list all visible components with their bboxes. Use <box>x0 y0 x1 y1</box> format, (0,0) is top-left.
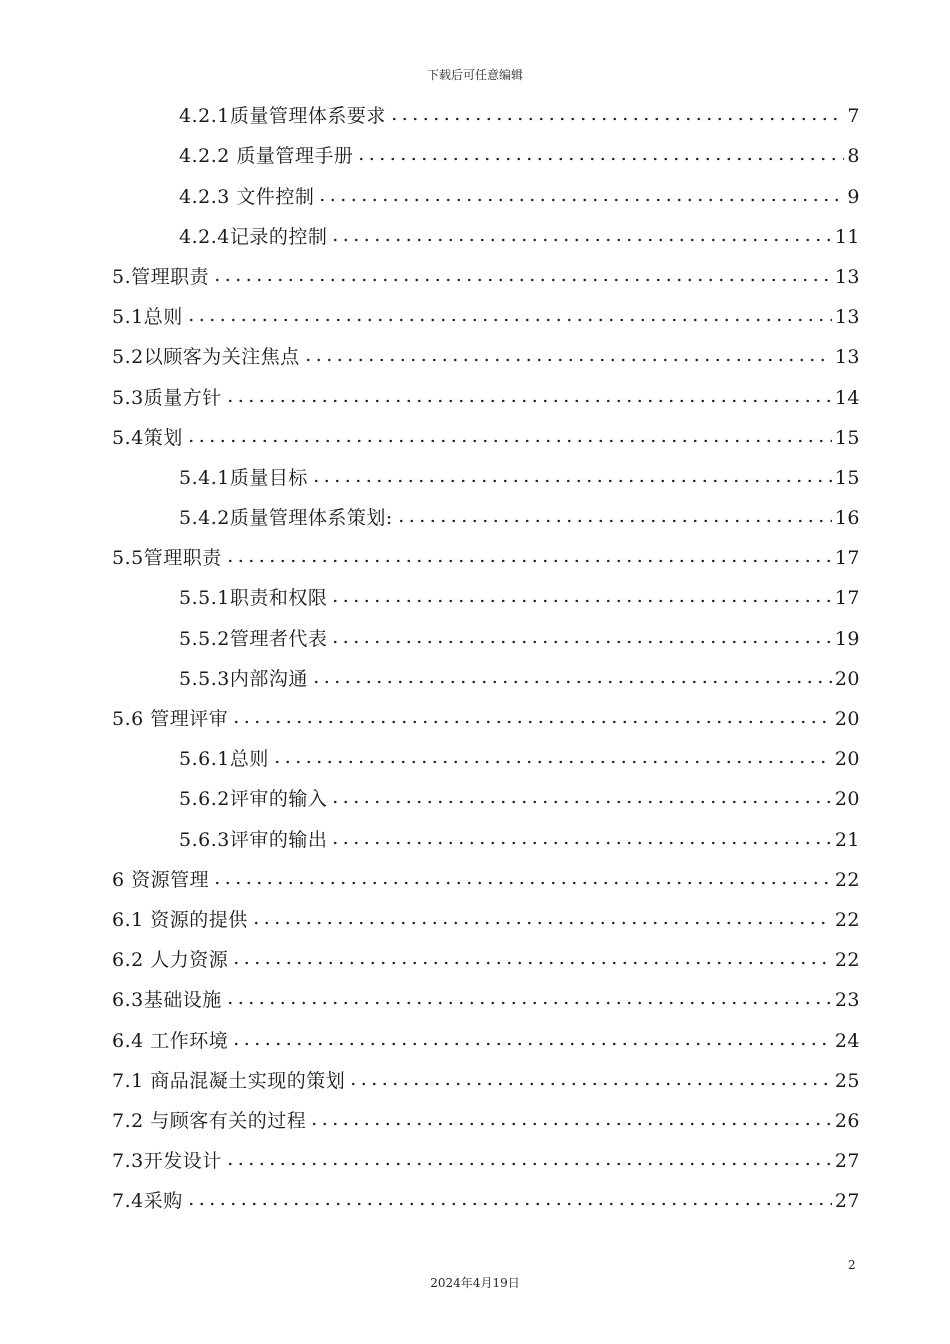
toc-entry[interactable] <box>112 775 860 815</box>
toc-dot-leader <box>330 597 831 605</box>
toc-dot-leader <box>225 557 832 565</box>
toc-entry-page: 22 <box>834 949 860 972</box>
toc-dot-leader <box>186 437 832 445</box>
toc-entry[interactable] <box>112 1057 860 1097</box>
toc-entry-title: 5.6.1总则 <box>179 748 269 771</box>
toc-entry-page: 17 <box>834 547 860 570</box>
toc-entry[interactable] <box>112 1016 860 1056</box>
toc-dot-leader <box>231 959 832 967</box>
toc-entry-page: 25 <box>834 1069 860 1092</box>
toc-entry[interactable] <box>112 132 860 172</box>
toc-entry[interactable] <box>112 92 860 132</box>
toc-dot-leader <box>231 718 832 726</box>
toc-dot-leader <box>212 276 832 284</box>
toc-entry-page: 20 <box>834 748 860 771</box>
toc-entry[interactable] <box>112 856 860 896</box>
toc-entry-page: 24 <box>834 1029 860 1052</box>
toc-dot-leader <box>396 517 832 525</box>
toc-entry-title: 4.2.2 质量管理手册 <box>179 145 354 168</box>
toc-entry-page: 20 <box>834 708 860 730</box>
page-footer-date: 2024年4月19日 <box>430 1276 520 1290</box>
toc-entry-title: 7.2 与顾客有关的过程 <box>112 1109 307 1132</box>
toc-entry-page: 26 <box>834 1109 860 1132</box>
toc-entry-title: 7.3开发设计 <box>112 1150 222 1173</box>
toc-dot-leader <box>186 316 832 324</box>
toc-entry[interactable] <box>112 414 860 454</box>
toc-entry[interactable] <box>112 1177 860 1217</box>
toc-entry[interactable] <box>112 896 860 936</box>
toc-entry[interactable] <box>112 735 860 775</box>
toc-entry-page: 15 <box>834 466 860 489</box>
toc-entry-title: 7.1 商品混凝土实现的策划 <box>112 1069 346 1092</box>
page-header: 下载后可任意编辑 <box>426 68 523 82</box>
toc-entry-page: 21 <box>834 828 860 851</box>
toc-entry[interactable] <box>112 333 860 373</box>
toc-entry-title: 5.4.2质量管理体系策划: <box>179 507 393 530</box>
toc-entry[interactable] <box>112 213 860 253</box>
toc-entry-title: 5.1总则 <box>112 306 183 329</box>
toc-entry-title: 4.2.4记录的控制 <box>179 225 328 248</box>
toc-entry[interactable] <box>112 614 860 654</box>
toc-entry-title: 6.1 资源的提供 <box>112 908 248 931</box>
toc-entry-page: 22 <box>834 868 860 891</box>
toc-entry-page: 23 <box>834 989 860 1012</box>
toc-entry-page: 22 <box>834 908 860 931</box>
toc-dot-leader <box>356 155 844 163</box>
toc-dot-leader <box>330 798 831 806</box>
toc-entry[interactable] <box>112 373 860 413</box>
toc-entry-title: 5.4.1质量目标 <box>179 466 308 489</box>
toc-dot-leader <box>389 115 845 123</box>
toc-entry-page: 27 <box>834 1150 860 1173</box>
toc-entry-title: 6.4 工作环境 <box>112 1029 229 1052</box>
toc-entry-page: 13 <box>834 346 860 369</box>
toc-entry-title: 7.4采购 <box>112 1190 183 1213</box>
toc-dot-leader <box>225 1160 832 1168</box>
toc-entry[interactable] <box>112 936 860 976</box>
toc-dot-leader <box>330 236 831 244</box>
toc-entry-title: 4.2.3 文件控制 <box>179 185 315 208</box>
toc-entry-page: 13 <box>834 265 860 288</box>
toc-entry-page: 11 <box>834 225 860 248</box>
toc-entry-title: 5.6.2评审的输入 <box>179 788 328 811</box>
toc-dot-leader <box>330 638 831 646</box>
toc-dot-leader <box>212 879 832 887</box>
toc-entry-title: 5.5.1职责和权限 <box>179 587 328 610</box>
toc-entry-title: 5.管理职责 <box>112 265 210 288</box>
toc-entry[interactable] <box>112 695 860 735</box>
toc-dot-leader <box>225 397 832 405</box>
toc-entry-title: 4.2.1质量管理体系要求 <box>179 105 386 128</box>
toc-entry-title: 6 资源管理 <box>112 868 210 891</box>
toc-entry-title: 5.5.3内部沟通 <box>179 667 308 690</box>
toc-entry-title: 5.6 管理评审 <box>112 708 229 730</box>
toc-entry-page: 20 <box>834 788 860 811</box>
toc-entry[interactable] <box>112 172 860 212</box>
toc-entry-page: 17 <box>834 587 860 610</box>
toc-entry[interactable] <box>112 1097 860 1137</box>
toc-dot-leader <box>186 1200 832 1208</box>
toc-entry-title: 6.3基础设施 <box>112 989 222 1012</box>
toc-entry[interactable] <box>112 1137 860 1177</box>
toc-entry-page: 20 <box>834 667 860 690</box>
toc-entry[interactable] <box>112 494 860 534</box>
toc-entry[interactable] <box>112 293 860 333</box>
toc-entry[interactable] <box>112 454 860 494</box>
toc-entry-page: 8 <box>847 145 860 168</box>
toc-entry[interactable] <box>112 574 860 614</box>
toc-entry[interactable] <box>112 655 860 695</box>
toc-entry-page: 15 <box>834 426 860 449</box>
toc-entry-title: 5.3质量方针 <box>112 386 222 409</box>
toc-dot-leader <box>317 196 844 204</box>
toc-entry-title: 5.2以顾客为关注焦点 <box>112 346 300 369</box>
toc-entry[interactable] <box>112 815 860 855</box>
toc-entry-page: 14 <box>834 386 860 409</box>
toc-dot-leader <box>303 356 832 364</box>
toc-dot-leader <box>330 839 831 847</box>
toc-entry-page: 7 <box>847 105 860 128</box>
toc-entry-page: 9 <box>847 185 860 208</box>
toc-entry-page: 27 <box>834 1190 860 1213</box>
toc-entry[interactable] <box>112 253 860 293</box>
toc-entry-title: 5.4策划 <box>112 426 183 449</box>
toc-dot-leader <box>272 758 832 766</box>
toc-dot-leader <box>311 678 832 686</box>
page-number: 2 <box>848 1258 856 1272</box>
toc-entry-page: 19 <box>834 627 860 650</box>
toc-entry-page: 13 <box>834 306 860 329</box>
toc-entry[interactable] <box>112 976 860 1016</box>
table-of-contents <box>112 92 860 1217</box>
toc-dot-leader <box>309 1120 832 1128</box>
toc-entry[interactable] <box>112 534 860 574</box>
toc-entry-page: 16 <box>834 507 860 530</box>
toc-dot-leader <box>311 477 832 485</box>
toc-dot-leader <box>251 919 832 927</box>
toc-dot-leader <box>348 1080 832 1088</box>
toc-entry-title: 5.6.3评审的输出 <box>179 828 328 851</box>
toc-entry-title: 5.5管理职责 <box>112 547 222 570</box>
toc-dot-leader <box>231 1040 832 1048</box>
toc-dot-leader <box>225 999 832 1007</box>
toc-entry-title: 5.5.2管理者代表 <box>179 627 328 650</box>
toc-entry-title: 6.2 人力资源 <box>112 949 229 972</box>
